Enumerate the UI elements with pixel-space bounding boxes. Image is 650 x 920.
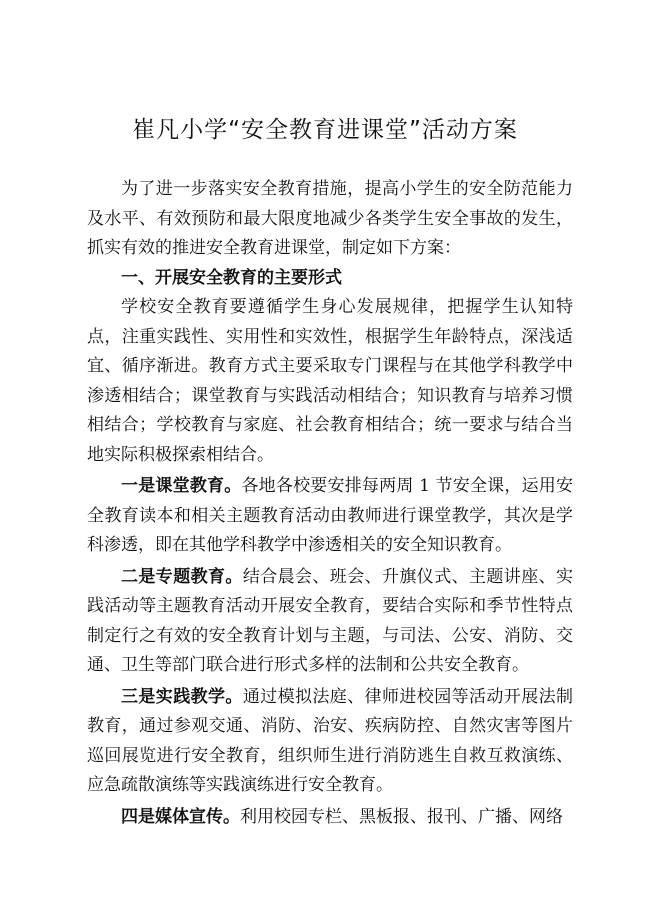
item-paragraph-1 (87, 472, 573, 561)
item-lead-2: 二是专题教育。 (121, 566, 243, 587)
item-text-4: 利用校园专栏、黑板报、报刊、广播、网络 (240, 806, 563, 827)
document-body (87, 175, 573, 832)
item-lead-4: 四是媒体宣传。 (121, 806, 240, 827)
document-title: 崔凡小学“安全教育进课堂”活动方案 (132, 117, 518, 143)
item-text-3: 通过模拟法庭、律师进校园等活动开展法制教育，通过参观交通、消防、治安、疾病防控、自然灾害等图片巡回展览进行安全教育，组织师生进行消防逃生自救互救演练、应急疏散演练等实践演练进行安全教育。 (87, 686, 574, 795)
item-paragraph-4 (87, 803, 573, 833)
item-lead-3: 三是实践教学。 (121, 686, 243, 707)
intro-paragraph: 为了进一步落实安全教育措施，提高小学生的安全防范能力及水平、有效预防和最大限度地减少各类学生安全事故的发生，抓实有效的推进安全教育进课堂，制定如下方案： (87, 179, 573, 258)
item-paragraph-3 (87, 683, 573, 801)
section-1-paragraph: 学校安全教育要遵循学生身心发展规律，把握学生认知特点，注重实践性、实用性和实效性，根据学生年龄特点，深浅适宜、循序渐进。教育方式主要采取专门课程与在其他学科教学中渗透相结合；课堂教育与实践活动相结合；知识教育与培养习惯相结合；学校教育与家庭、社会教育相结合；统一要求与结合当地实际积极探索相结合。 (87, 297, 573, 465)
item-text-2: 结合晨会、班会、升旗仪式、主题讲座、实践活动等主题教育活动开展安全教育，要结合实际和季节性特点制定行之有效的安全教育计划与主题，与司法、公安、消防、交通、卫生等部门联合进行形式多样的法制和公共安全教育。 (87, 566, 574, 675)
item-lead-1: 一是课堂教育。 (121, 476, 242, 496)
item-text-1: 各地各校要安排每两周 1 节安全课，运用安全教育读本和相关主题教育活动由教师进行课堂教学，其次是学科渗透，即在其他学科教学中渗透相关的安全知识教育。 (87, 476, 574, 555)
section-heading-1: 一、开展安全教育的主要形式 (121, 267, 342, 288)
item-paragraph-2 (87, 563, 573, 681)
